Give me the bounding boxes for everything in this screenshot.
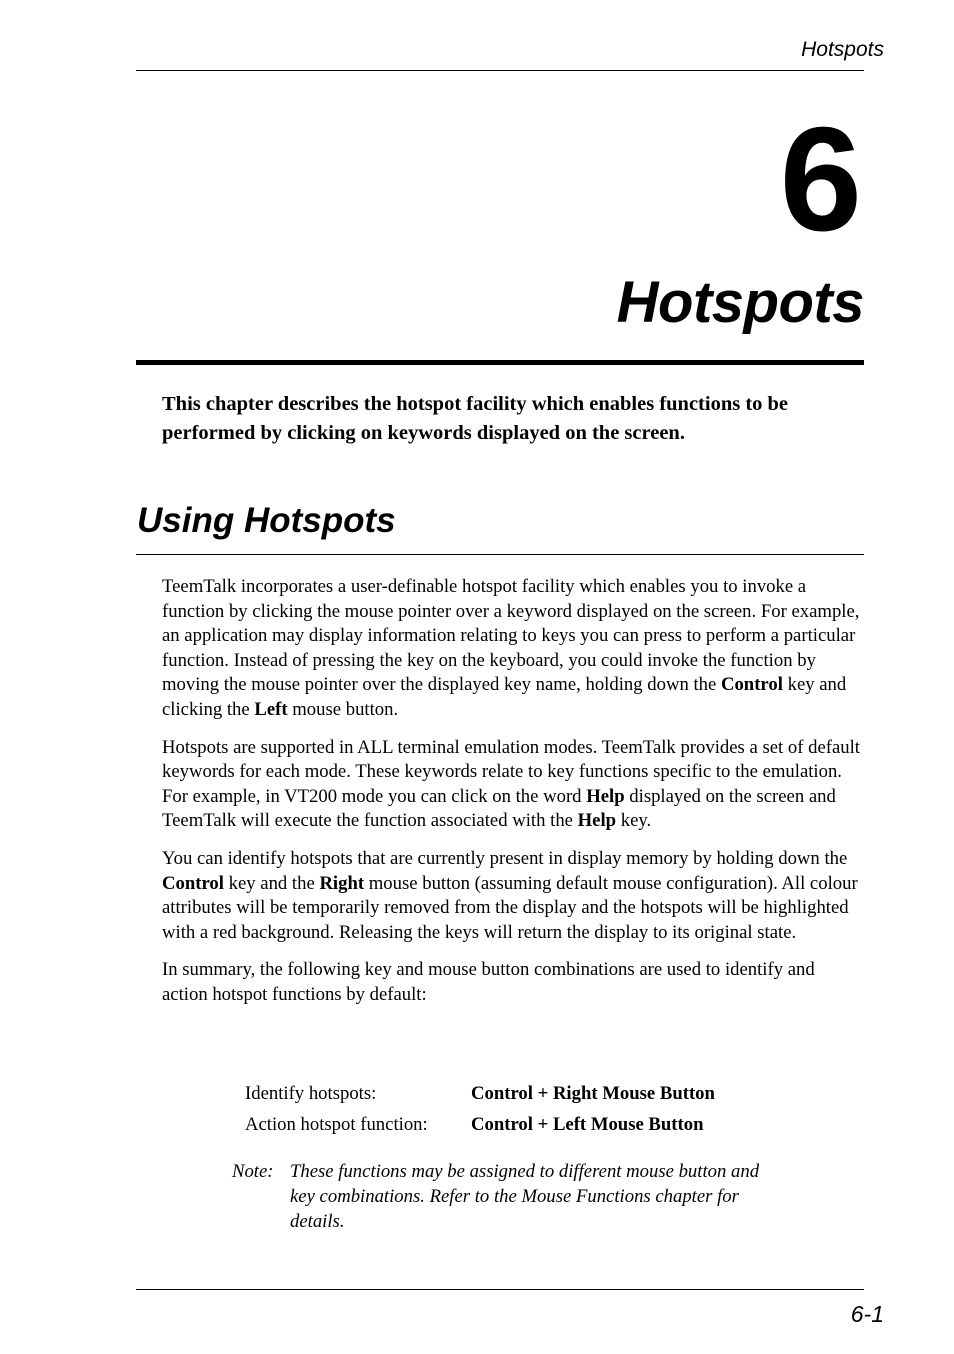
note-text: These functions may be assigned to different mouse button and key combinations. Refer to the Mouse Functions chapter for details. [290, 1161, 760, 1232]
chapter-rule [136, 360, 864, 365]
chapter-number: 6 [779, 97, 862, 262]
footer-rule [136, 1289, 864, 1290]
note-label: Note: [232, 1161, 274, 1182]
paragraph: Hotspots are supported in ALL terminal emulation modes. TeemTalk provides a set of default keywords for each mode. These keywords relate to key functions specific to the emulation. For example, in VT200 mode you can click on the word Help displayed on the screen and TeemTalk will execute the function associated with the Help key. [162, 736, 860, 832]
paragraph: TeemTalk incorporates a user-definable hotspot facility which enables you to invoke a function by clicking the mouse pointer over a keyword displayed on the screen. For example, an application may display information relating to keys you can press to perform a particular function. Instead of pressing the key on the keyboard, you could invoke the function by moving the mouse pointer over the displayed key name, holding down the Control key and clicking the Left mouse button. [162, 576, 860, 720]
combination-label: Action hotspot function: [245, 1113, 428, 1135]
note [232, 1159, 780, 1234]
section-rule [136, 554, 864, 555]
section-title: Using Hotspots [137, 501, 396, 540]
combination-label: Identify hotspots: [245, 1082, 377, 1104]
combination-value: Control + Right Mouse Button [471, 1082, 715, 1104]
page-number: 6-1 [850, 1301, 884, 1327]
chapter-intro: This chapter describes the hotspot facility which enables functions to be performed by clicking on keywords displayed on the screen. [162, 393, 789, 444]
paragraph: In summary, the following key and mouse button combinations are used to identify and action hotspot functions by default: [162, 959, 815, 1005]
combination-table [245, 1078, 715, 1140]
running-header: Hotspots [801, 38, 884, 61]
chapter-title: Hotspots [616, 270, 864, 335]
header-rule [136, 70, 864, 71]
combination-row [245, 1109, 715, 1140]
body-text [162, 575, 865, 1021]
combination-value: Control + Left Mouse Button [471, 1113, 704, 1135]
paragraph: You can identify hotspots that are currently present in display memory by holding down the Control key and the Right mouse button (assuming default mouse configuration). All colour attributes will be temporarily removed from the display and the hotspots will be highlighted with a red background. Releasing the keys will return the display to its original state. [162, 847, 858, 943]
combination-row [245, 1078, 715, 1109]
